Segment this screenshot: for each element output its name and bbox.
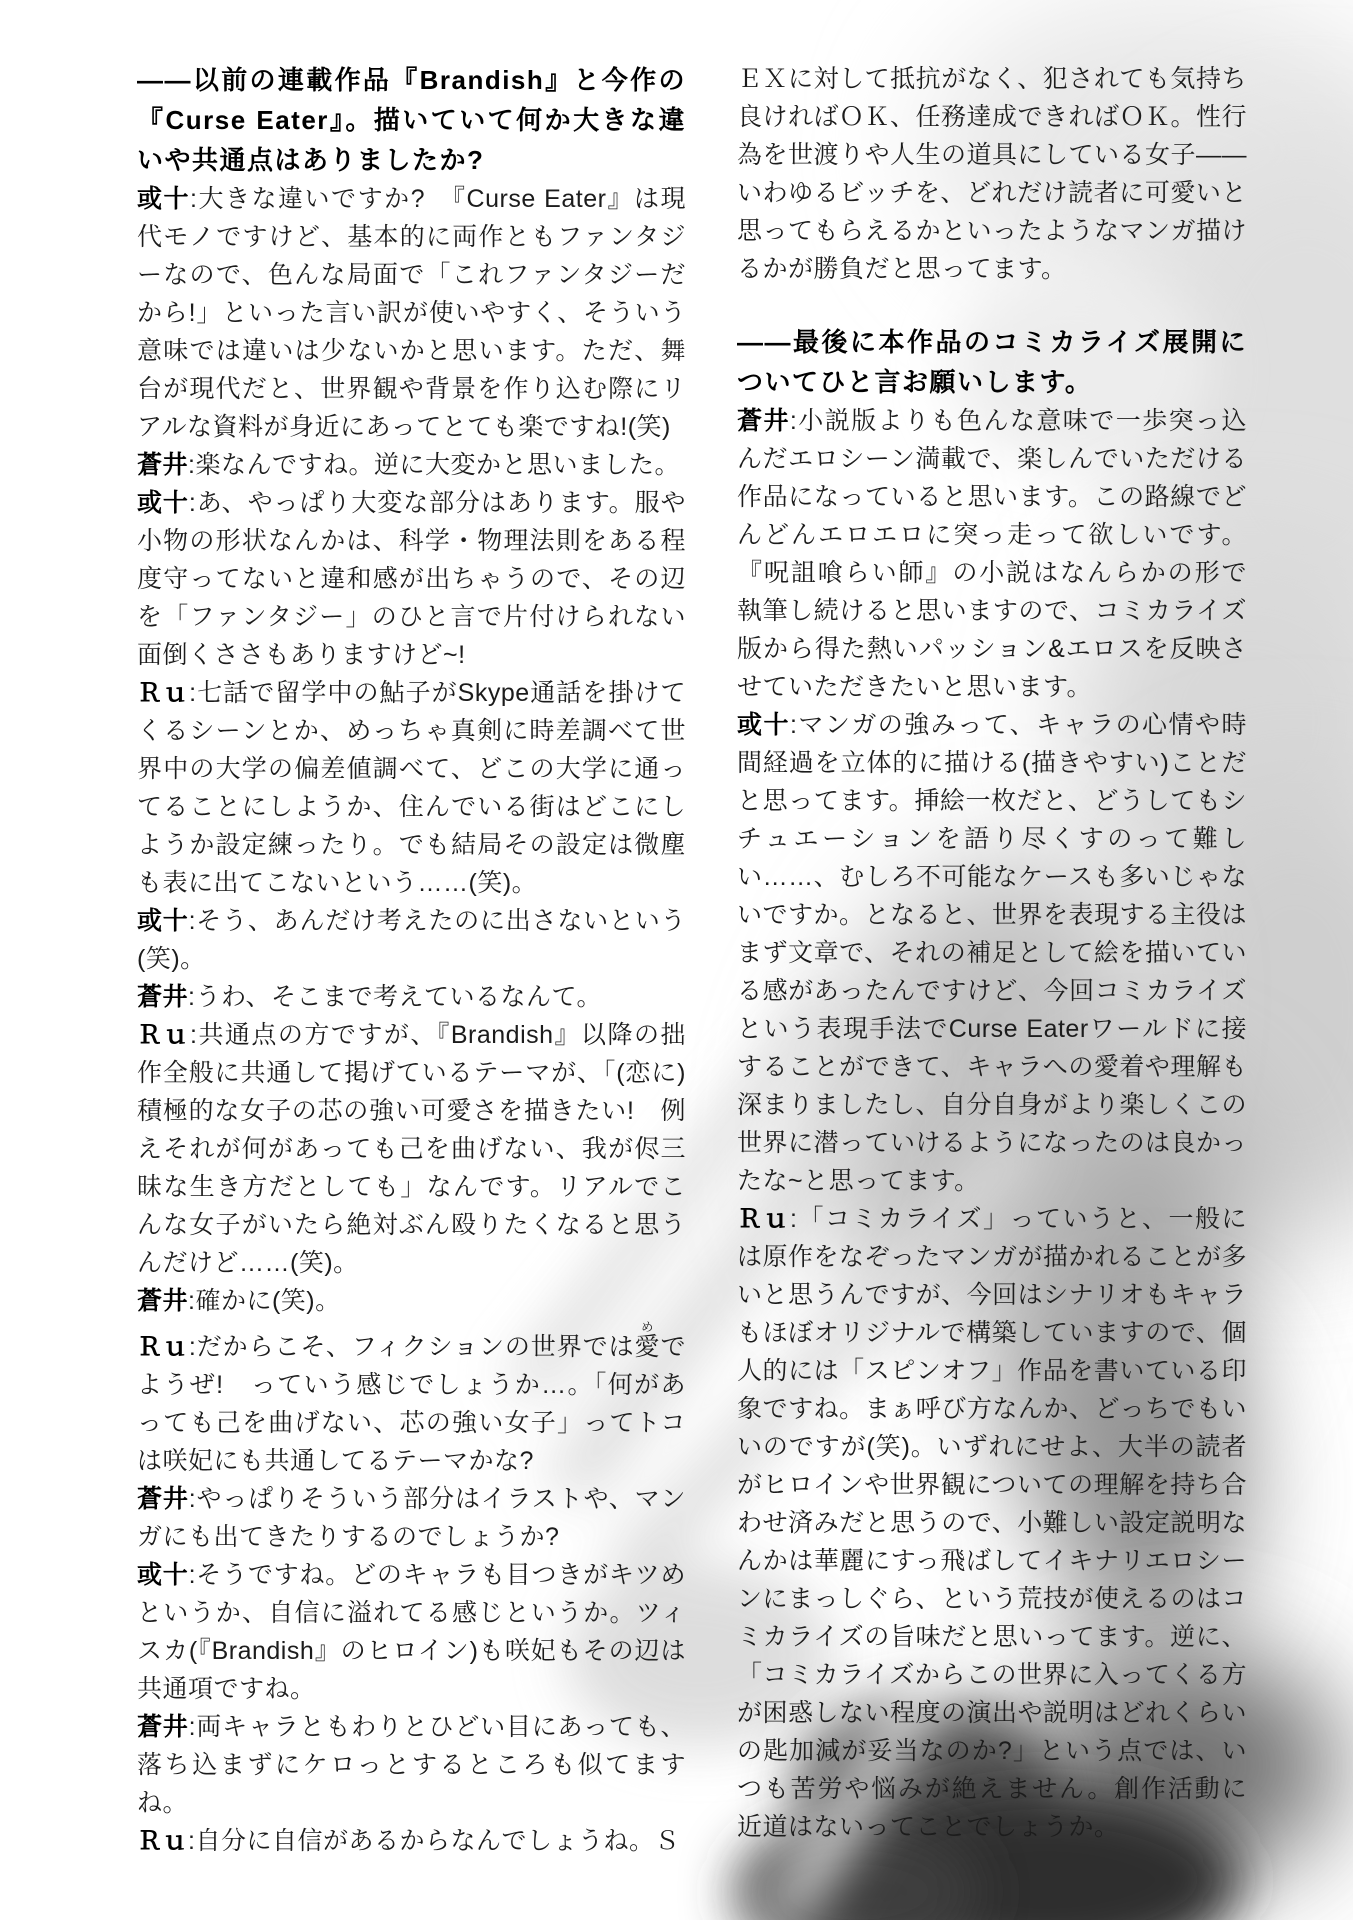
dialogue-paragraph-with-ruby <box>137 1320 686 1480</box>
dialogue-paragraph <box>737 402 1247 706</box>
dialogue-text: :大きな違いですか? 『Curse Eater』は現代モノですけど、基本的に両作ともファンタジーなので、色んな局面で「これファンタジーだから!」といった言い訳が使いやすく、そういう意味では違いは少ないかと思います。ただ、舞台が現代だと、世界観や背景を作り込む際にリアルな資料が身近にあってとても楽ですね!(笑) <box>137 185 686 441</box>
speaker-name: 蒼井 <box>137 1287 189 1315</box>
speaker-name: Ｒｕ <box>737 1205 791 1233</box>
speaker-name: Ｒｕ <box>137 1333 189 1361</box>
dialogue-paragraph <box>137 1016 686 1282</box>
dialogue-paragraph <box>137 1708 686 1822</box>
question-heading-1: ――以前の連載作品『Brandish』と今作の『Curse Eater』。描いていて何か大きな違いや共通点はありましたか? <box>137 65 686 175</box>
right-column <box>737 60 1247 1846</box>
dialogue-text: :「コミカライズ」っていうと、一般には原作をなぞったマンガが描かれることが多いと思うんですが、今回はシナリオもキャラもほぼオリジナルで構築していますので、個人的には「スピンオフ」作品を書いている印象ですね。まぁ呼び方なんか、どっちでもいいのですが(笑)。いずれにせよ、大半の読者がヒロインや世界観についての理解を持ち合わせ済みだと思うので、小難しい設定説明なんかは華麗にすっ飛ばしてイキナリエロシーンにまっしぐら、という荒技が使えるのはコミカライズの旨味だと思いってます。逆に、「コミカライズからこの世界に入ってくる方が困惑しない程度の演出や説明はどれくらいの匙加減が妥当なのか?」という点では、いつも苦労や悩みが絶えません。創作活動に近道はないってことでしょうか。 <box>737 1205 1248 1841</box>
speaker-name: 或十 <box>737 711 790 739</box>
speaker-name: 蒼井 <box>137 983 189 1011</box>
dialogue-text: :共通点の方ですが、『Brandish』以降の拙作全般に共通して掲げているテーマが、「(恋に)積極的な女子の芯の強い可愛さを描きたい! 例えそれが何があっても己を曲げない、我が侭三昧な生き方だとしても」なんです。リアルでこんな女子がいたら絶対ぶん殴りたくなると思うんだけど……(笑)。 <box>137 1021 686 1277</box>
dialogue-paragraph <box>737 1200 1247 1846</box>
speaker-name: 蒼井 <box>737 407 790 435</box>
dialogue-text: :やっぱりそういう部分はイラストや、マンガにも出てきたりするのでしょうか? <box>137 1485 686 1551</box>
dialogue-paragraph <box>137 484 686 674</box>
speaker-name: 或十 <box>137 489 189 517</box>
dialogue-paragraph <box>137 1556 686 1708</box>
ruby-annotation <box>634 1320 661 1361</box>
dialogue-text: でようぜ! っていう感じでしょうか…。「何があっても己を曲げない、芯の強い女子」ってトコは咲妃にも共通してるテーマかな? <box>137 1333 686 1475</box>
speaker-name: 或十 <box>137 907 189 935</box>
dialogue-paragraph <box>137 978 686 1016</box>
speaker-name: Ｒｕ <box>137 1827 189 1855</box>
dialogue-paragraph <box>137 1282 686 1320</box>
dialogue-text: :うわ、そこまで考えているなんて。 <box>188 983 602 1011</box>
dialogue-paragraph <box>137 902 686 978</box>
dialogue-text: :そう、あんだけ考えたのに出さないという(笑)。 <box>137 907 686 973</box>
dialogue-paragraph <box>137 180 686 446</box>
dialogue-text: :確かに(笑)。 <box>188 1287 341 1315</box>
dialogue-text: :だからこそ、フィクションの世界では <box>188 1333 635 1361</box>
dialogue-paragraph <box>137 446 686 484</box>
dialogue-text: ＥＸに対して抵抗がなく、犯されても気持ち良ければＯＫ、任務達成できればＯＫ。性行為を世渡りや人生の道具にしている女子――いわゆるビッチを、どれだけ読者に可愛いと思ってもらえるかといったようなマンガ描けるかが勝負だと思ってます。 <box>737 65 1248 283</box>
ruby-base: 愛 <box>634 1333 661 1361</box>
dialogue-text: :あ、やっぱり大変な部分はあります。服や小物の形状なんかは、科学・物理法則をある程度守ってないと違和感が出ちゃうので、その辺を「ファンタジー」のひと言で片付けられない面倒くささもありますけど~! <box>137 489 686 669</box>
speaker-name: 或十 <box>137 185 191 213</box>
dialogue-text: :七話で留学中の鮎子がSkype通話を掛けてくるシーンとか、めっちゃ真剣に時差調べて世界中の大学の偏差値調べて、どこの大学に通ってることにしようか、住んでいる街はどこにしようか設定練ったり。でも結局その設定は微塵も表に出てこないという……(笑)。 <box>137 679 686 897</box>
dialogue-text: :自分に自信があるからなんでしょうね。Ｓ <box>188 1827 680 1855</box>
left-column <box>137 60 686 1860</box>
dialogue-text: :そうですね。どのキャラも目つきがキツめというか、自信に溢れてる感じというか。ツィスカ(『Brandish』のヒロイン)も咲妃もその辺は共通項ですね。 <box>137 1561 686 1703</box>
dialogue-paragraph <box>137 1822 686 1860</box>
dialogue-text: :小説版よりも色んな意味で一歩突っ込んだエロシーン満載で、楽しんでいただける作品になっていると思います。この路線でどんどんエロエロに突っ走って欲しいです。『呪詛喰らい師』の小説はなんらかの形で執筆し続けると思いますので、コミカライズ版から得た熱いパッション&エロスを反映させていただきたいと思います。 <box>737 407 1247 701</box>
speaker-name: Ｒｕ <box>137 1021 190 1049</box>
dialogue-text: :両キャラともわりとひどい目にあっても、落ち込まずにケロっとするところも似てますね。 <box>137 1713 686 1817</box>
question-heading-2: ――最後に本作品のコミカライズ展開についてひと言お願いします。 <box>737 327 1247 397</box>
dialogue-paragraph <box>137 674 686 902</box>
speaker-name: 蒼井 <box>137 1713 189 1741</box>
dialogue-paragraph <box>737 706 1247 1200</box>
speaker-name: 蒼井 <box>137 1485 189 1513</box>
speaker-name: Ｒｕ <box>137 679 190 707</box>
speaker-name: 或十 <box>137 1561 189 1589</box>
dialogue-text: :マンガの強みって、キャラの心情や時間経過を立体的に描ける(描きやすい)ことだと思ってます。挿絵一枚だと、どうしてもシチュエーションを語り尽くすのって難しい……、むしろ不可能なケースも多いじゃないですか。となると、世界を表現する主役はまず文章で、それの補足として絵を描いている感があったんですけど、今回コミカライズという表現手法でCurse Eaterワールドに接することができて、キャラへの愛着や理解も深まりましたし、自分自身がより楽しくこの世界に潜っていけるようになったのは良かったな~と思ってます。 <box>737 711 1248 1195</box>
speaker-name: 蒼井 <box>137 451 189 479</box>
dialogue-paragraph <box>137 1480 686 1556</box>
dialogue-paragraph-continuation <box>737 60 1247 288</box>
ruby-furigana: め <box>634 1320 661 1334</box>
dialogue-text: :楽なんですね。逆に大変かと思いました。 <box>188 451 680 479</box>
